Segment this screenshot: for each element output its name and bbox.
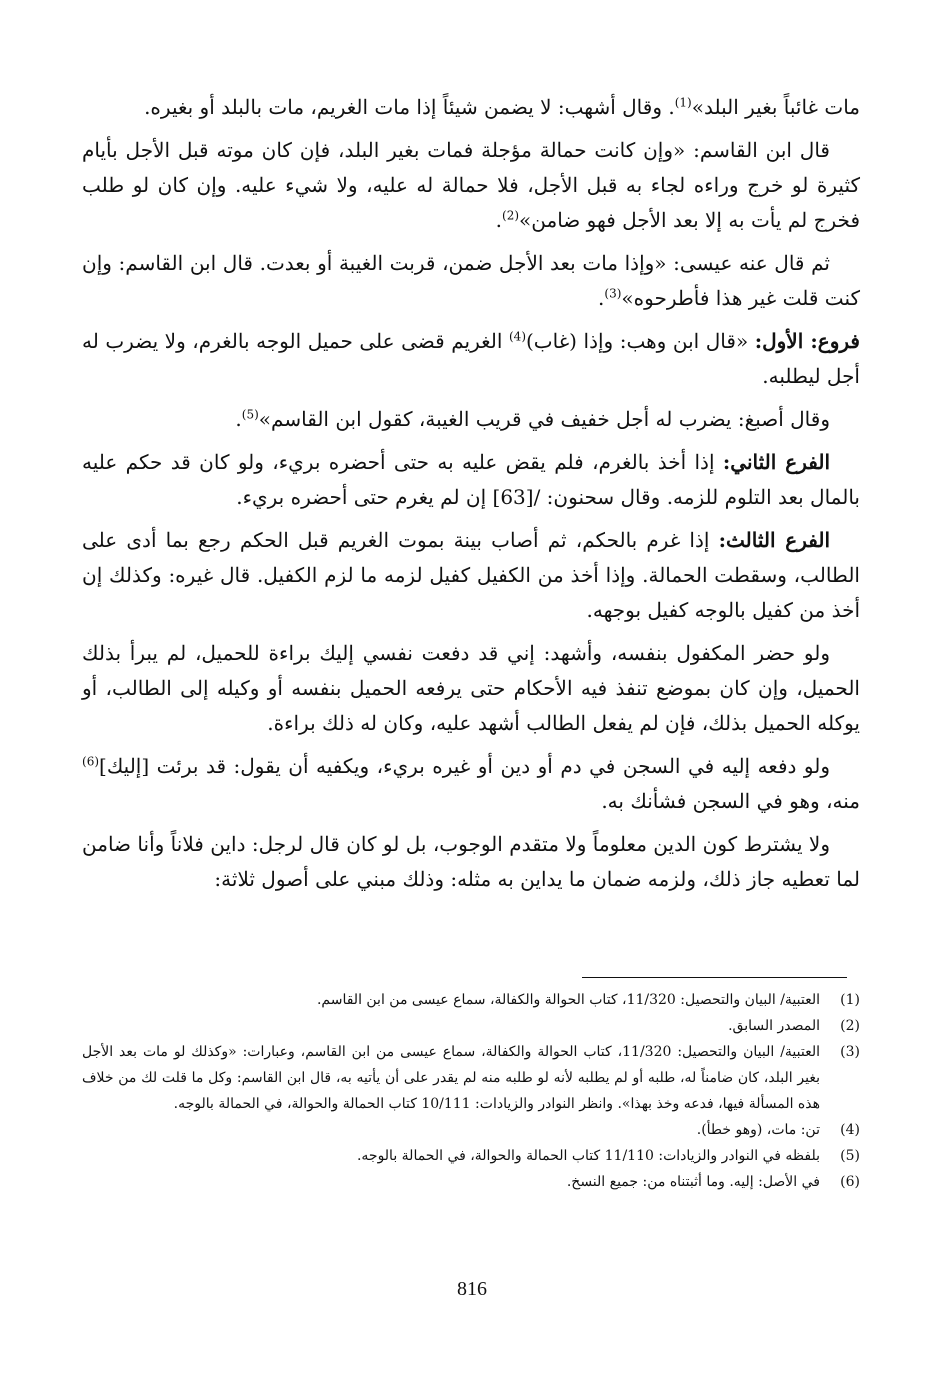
paragraph-text: «قال ابن وهب: وإذا (غاب) [526, 329, 755, 353]
paragraph [82, 523, 860, 628]
footnote-number: (1) [840, 992, 860, 1008]
footnote [82, 1039, 860, 1117]
paragraph [82, 402, 860, 437]
footnote-text: العتبية/ البيان والتحصيل: 11/320، كتاب الحوالة والكفالة، سماع عيسى من ابن القاسم. [316, 992, 820, 1008]
footnote-text: تن: مات، (وهو خطأ). [696, 1122, 820, 1138]
footnote-divider [582, 977, 847, 978]
footnote-text: في الأصل: إليه. وما أثبتناه من: جميع النسخ. [566, 1174, 820, 1190]
paragraph-text: ثم قال عنه عيسى: «وإذا مات بعد الأجل ضمن، قربت الغيبة أو بعدت. قال ابن القاسم: وإن كنت قلت غير هذا فأطرحوه» [82, 251, 860, 310]
footnote-text: المصدر السابق. [728, 1018, 820, 1034]
footnote [82, 1117, 860, 1143]
footnote-ref: (2) [502, 208, 520, 223]
footnote [82, 1169, 860, 1195]
paragraph-text: ولو حضر المكفول بنفسه، وأشهد: إني قد دفعت نفسي إليك براءة للحميل، لم يبرأ بذلك الحميل، وإن كان بموضع تنفذ فيه الأحكام حتى يرفعه الحميل بنفسه أو وكيله إلى الطالب، أو يوكله الحميل بذلك، فإن لم يفعل الطالب أشهد عليه، وكان له ذلك براءة. [82, 641, 860, 735]
footnote-number: (3) [840, 1044, 860, 1060]
footnote-text: بلفظه في النوادر والزيادات: 11/110 كتاب الحمالة والحوالة، في الحمالة بالوجه. [356, 1148, 820, 1164]
paragraph-lead: فروع: الأول: [754, 329, 860, 353]
paragraph-text: ولو دفعه إليه في السجن في دم أو دين أو غيره بريء، ويكفيه أن يقول: قد برئت [إليك] [99, 754, 831, 778]
paragraph-tail: الغريم قضى على حميل الوجه بالغرم، ولا يضرب له أجل ليطلبه. [82, 329, 860, 388]
paragraph-text: قال ابن القاسم: «وإن كانت حمالة مؤجلة فمات بغير البلد، فإن كان موته قبل الأجل بأيام كثيرة لو خرج وراءه لجاء به قبل الأجل، فلا حمالة له عليه، ولا شيء عليه. وإن كان لو طلب فخرج لم يأت به إلا بعد الأجل فهو ضامن» [82, 138, 860, 232]
footnote-text: العتبية/ البيان والتحصيل: 11/320، كتاب الحوالة والكفالة، سماع عيسى من ابن القاسم، وعبارات: «وكذلك لو مات بعد الأجل بغير البلد، كان ضامناً له، طلبه أو لم يطلبه لأنه لو طلبه منه لم يقدر على أن يأتيه به، قال ابن القاسم: وكل ما قلت لك من خلاف هذه المسألة فيها، فدعه وخذ بهذا». وانظر النوادر والزيادات: 10/111 كتاب الحمالة والحوالة، في الحمالة بالوجه. [82, 1044, 820, 1112]
footnote-number: (5) [840, 1148, 860, 1164]
paragraph [82, 636, 860, 741]
paragraph [82, 90, 860, 125]
paragraph [82, 827, 860, 897]
footnotes [82, 987, 860, 1195]
footnote-number: (6) [840, 1174, 860, 1190]
paragraph-lead: الفرع الثاني: [722, 450, 830, 474]
paragraph-text: مات غائباً بغير البلد» [691, 95, 860, 119]
footnote-ref: (1) [674, 95, 692, 110]
paragraph [82, 749, 860, 819]
paragraph [82, 324, 860, 394]
paragraph-text: إذا أخذ بالغرم، فلم يقض عليه به حتى أحضره بريء، ولو كان قد حكم عليه بالمال بعد التلوم للزمه. وقال سحنون: /[63] إن لم يغرم حتى أحضره بريء. [82, 450, 860, 509]
footnote [82, 987, 860, 1013]
paragraph-tail: . [598, 286, 605, 310]
main-text [82, 90, 860, 905]
footnote-ref: (5) [241, 407, 259, 422]
paragraph-tail: . وقال أشهب: لا يضمن شيئاً إذا مات الغريم، مات بالبلد أو بغيره. [144, 95, 675, 119]
paragraph [82, 133, 860, 238]
footnote-ref: (3) [604, 286, 622, 301]
page-number: 816 [457, 1278, 487, 1300]
paragraph-tail: . [495, 208, 503, 232]
paragraph-text: ولا يشترط كون الدين معلوماً ولا متقدم الوجوب، بل لو كان قال لرجل: داين فلاناً وأنا ضامن لما تعطيه جاز ذلك، ولزمه ضمان ما يداين به مثله: وذلك مبني على أصول ثلاثة: [82, 832, 860, 891]
footnote [82, 1013, 860, 1039]
paragraph [82, 445, 860, 515]
paragraph-tail: منه، وهو في السجن فشأنك به. [601, 789, 860, 813]
paragraph-text: وقال أصبغ: يضرب له أجل خفيف في قريب الغيبة، كقول ابن القاسم» [258, 407, 830, 431]
paragraph-tail: . [235, 407, 242, 431]
footnote-ref: (4) [508, 329, 526, 344]
paragraph-lead: الفرع الثالث: [718, 528, 830, 552]
footnote-number: (2) [840, 1018, 860, 1034]
footnote [82, 1143, 860, 1169]
paragraph-text: إذا غرم بالحكم، ثم أصاب بينة بموت الغريم قبل الحكم رجع بما أدى على الطالب، وسقطت الحمالة. وإذا أخذ من الكفيل كفيل لزمه ما لزم الكفيل. قال غيره: وكذلك إن أخذ من كفيل بالوجه كفيل بوجهه. [82, 528, 860, 622]
footnote-number: (4) [840, 1122, 860, 1138]
footnote-ref: (6) [82, 754, 100, 769]
paragraph [82, 246, 860, 316]
